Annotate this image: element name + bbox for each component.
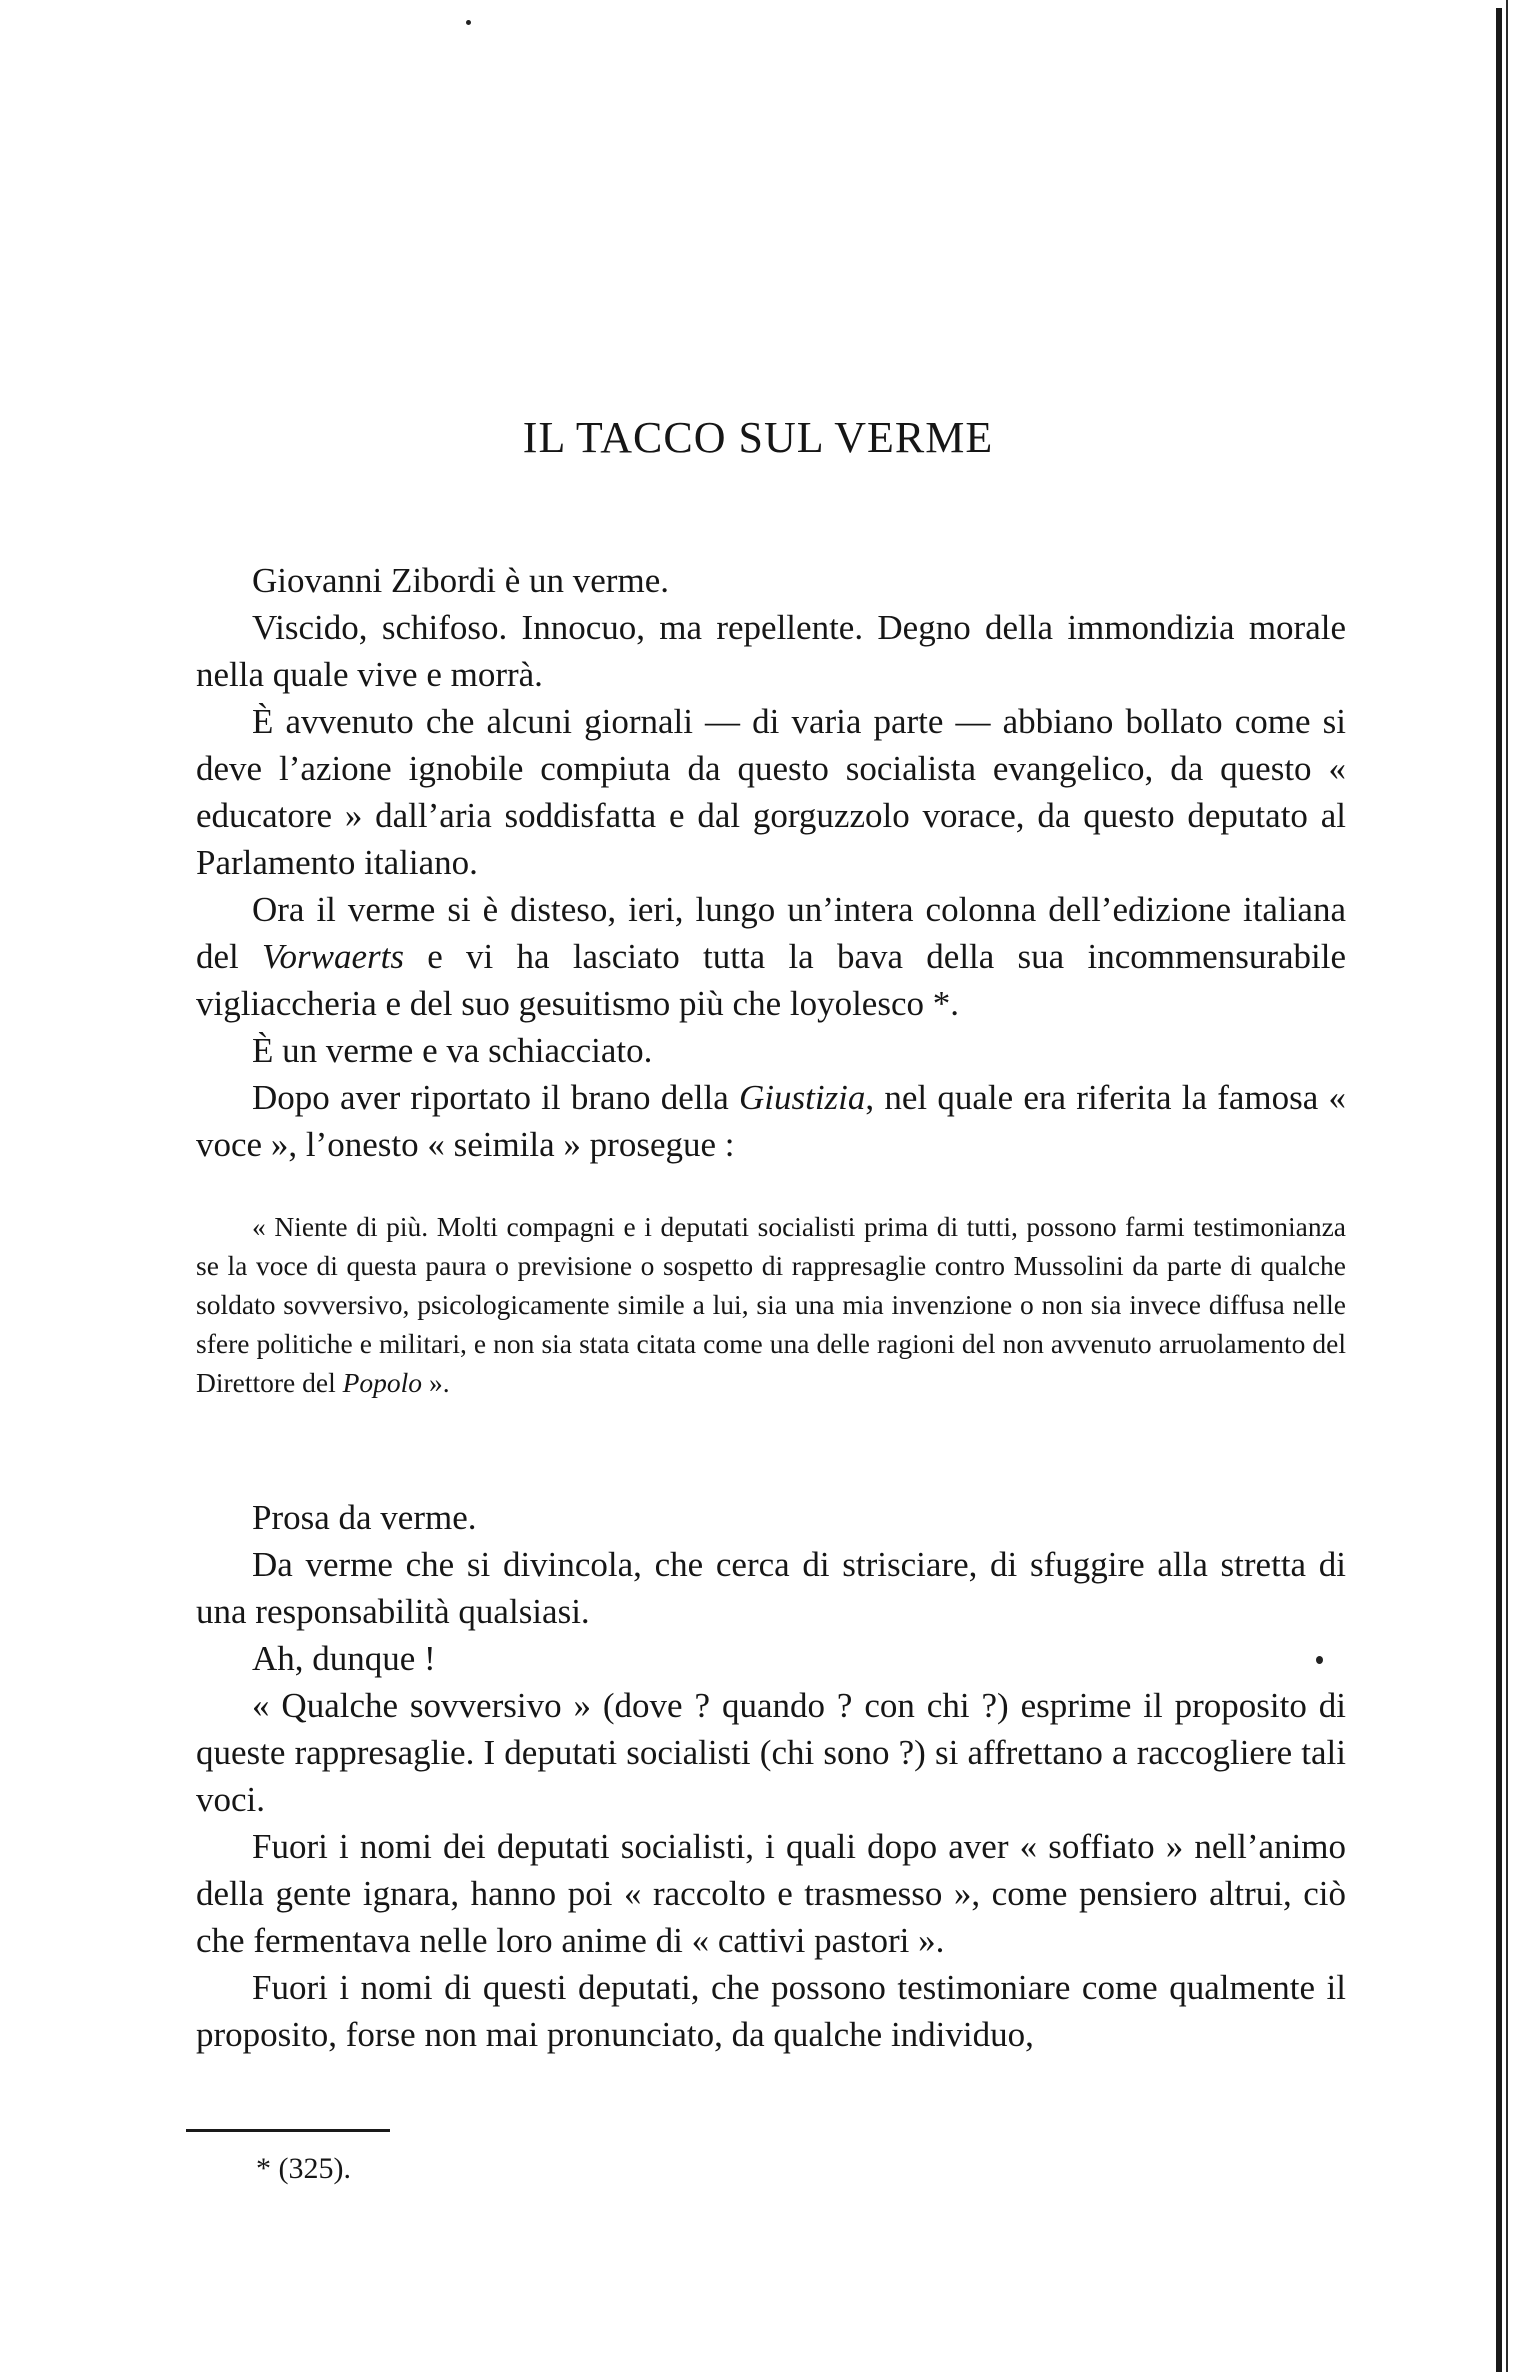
paragraph: Fuori i nomi dei deputati socialisti, i quali dopo aver « soffiato » nell’animo della gente ignara, hanno poi « raccolto e trasmesso », come pensiero altrui, ciò che fermentava nelle loro anime di « cattivi pastori ».: [196, 1827, 1346, 1960]
text-run: « Niente di più. Molti compagni e i deputati socialisti prima di tutti, possono farmi testimonianza se la voce di questa paura o previsione o sospetto di rappresaglie contro Mussolini da parte di qualche soldato sovversivo, psicologicamente simile a lui, sia una mia invenzione o non sia invece diffusa nelle sfere politiche e militari, e non sia stata citata come una delle ragioni del non avvenuto arruolamento del Direttore del: [196, 1211, 1346, 1398]
text-run: ».: [422, 1367, 450, 1398]
body-section-bottom: [196, 1494, 1346, 2058]
paragraph: Viscido, schifoso. Innocuo, ma repellente. Degno della immondizia morale nella quale vive e morrà.: [196, 608, 1346, 694]
paragraph: Prosa da verme.: [252, 1498, 477, 1537]
block-quote: [196, 1207, 1346, 1402]
footnote-rule: [186, 2129, 390, 2132]
paragraph: [196, 1074, 1346, 1168]
paragraph: Ah, dunque !: [252, 1639, 436, 1678]
paragraph: Giovanni Zibordi è un verme.: [252, 561, 669, 600]
paragraph: « Qualche sovversivo » (dove ? quando ? con chi ?) esprime il proposito di queste rappresaglie. I deputati socialisti (chi sono ?) si affrettano a raccogliere tali voci.: [196, 1686, 1346, 1819]
scan-speck: [466, 20, 471, 25]
page-edge-line-thin: [1506, 0, 1508, 2372]
page-title: IL TACCO SUL VERME: [522, 413, 994, 462]
footnote: * (325).: [256, 2152, 351, 2185]
text-run: Ora il verme si è disteso, ieri, lungo un’intera colonna dell’edizione italiana del: [196, 890, 1346, 976]
paragraph: È avvenuto che alcuni giornali — di varia parte — abbiano bollato come si deve l’azione ignobile compiuta da questo socialista evangelico, da questo « educatore » dall’aria soddisfatta e dal gorguzzolo vorace, da questo deputato al Parlamento italiano.: [196, 702, 1346, 882]
page-edge-line: [1496, 8, 1502, 2372]
body-section-top: [196, 557, 1346, 1168]
text-run: Dopo aver riportato il brano della: [252, 1078, 739, 1117]
page-edge-border: [1496, 0, 1516, 2372]
quote-paragraph: [196, 1207, 1346, 1402]
newspaper-title: Vorwaerts: [262, 937, 404, 976]
text-run: e vi ha lasciato tutta la bava della sua incommensurabile vigliaccheria e del suo gesuitismo più che loyolesco *.: [196, 937, 1347, 1023]
paragraph: [196, 886, 1346, 1027]
paragraph: È un verme e va schiacciato.: [252, 1031, 653, 1070]
paragraph: Fuori i nomi di questi deputati, che possono testimoniare come qualmente il proposito, forse non mai pronunciato, da qualche individuo,: [196, 1968, 1346, 2054]
newspaper-title: Popolo: [342, 1367, 423, 1398]
paragraph: Da verme che si divincola, che cerca di strisciare, di sfuggire alla stretta di una responsabilità qualsiasi.: [196, 1545, 1346, 1631]
text-run: , nel quale era riferita la famosa « voce », l’onesto « seimila » prosegue :: [196, 1078, 1346, 1164]
newspaper-title: Giustizia: [738, 1078, 866, 1117]
